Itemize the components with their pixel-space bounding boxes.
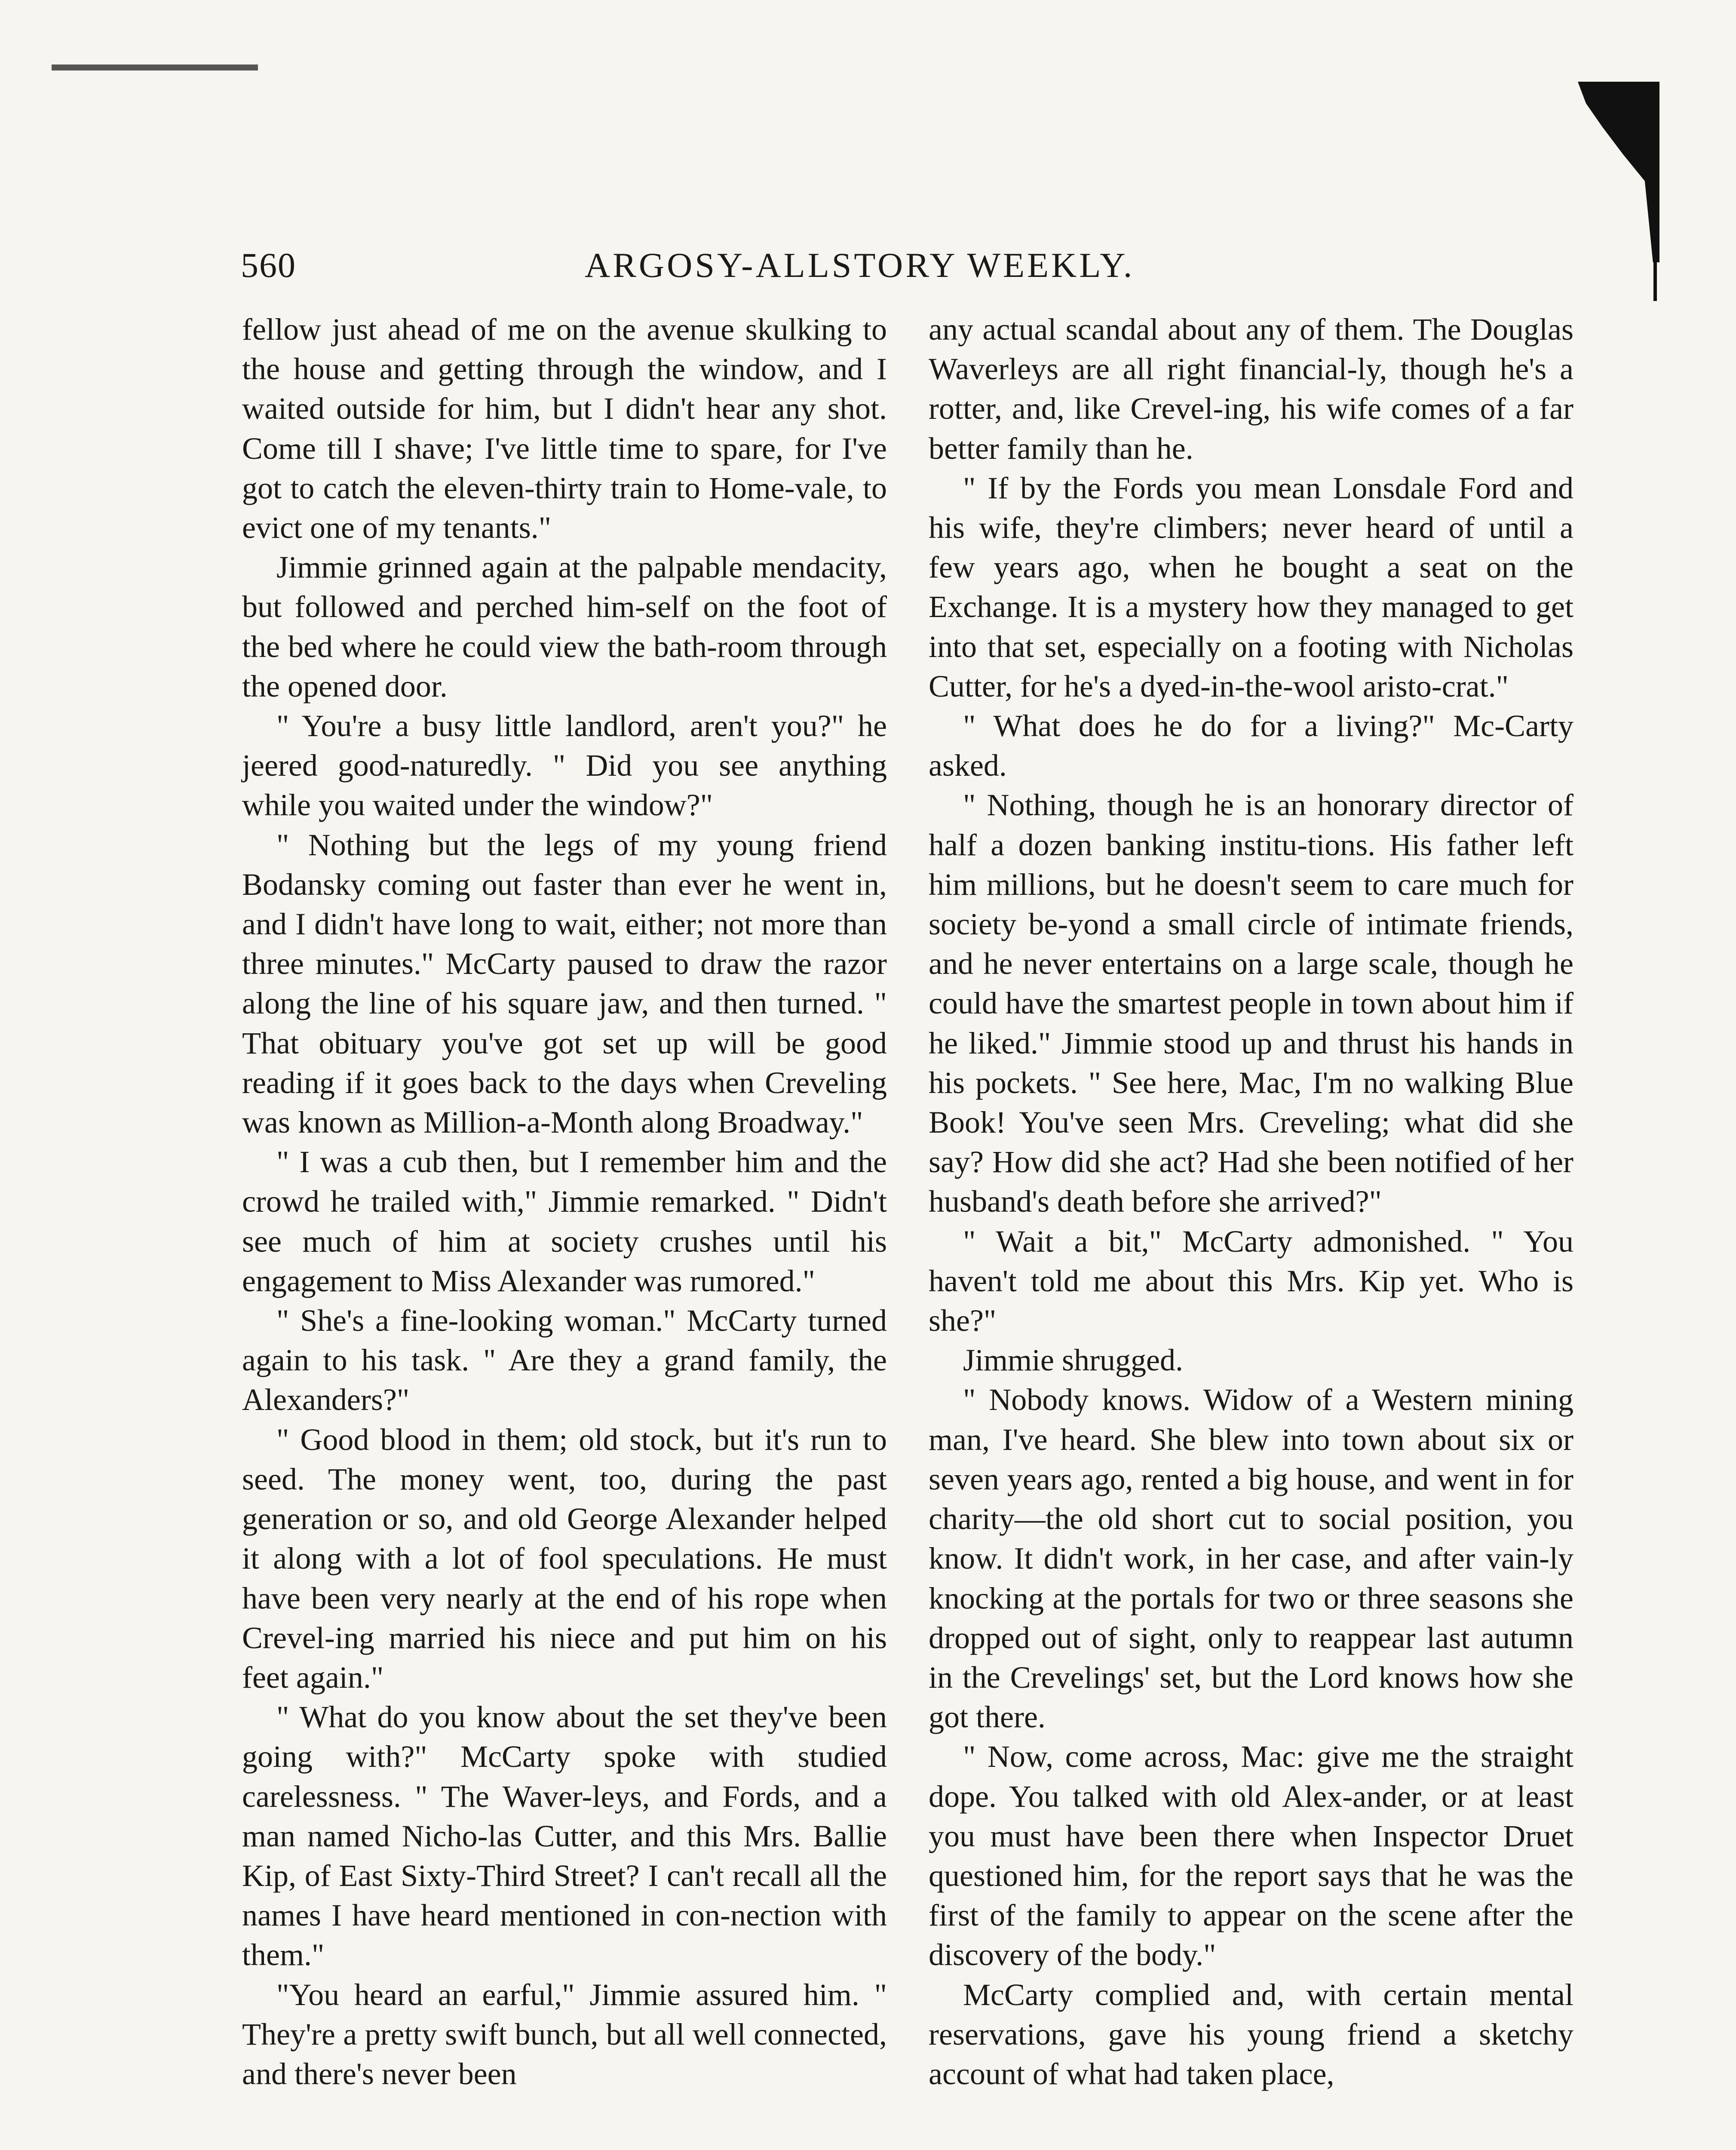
paragraph: any actual scandal about any of them. The Douglas Waverleys are all right financial-ly, though he's a rotter, and, like Crevel-ing, his wife comes of a far better family than he. xyxy=(929,312,1573,466)
paragraph: " Nothing, though he is an honorary director of half a dozen banking institu-tions. His father left him millions, but he doesn't seem to care much for society be-yond a small circle of intimate friends, and he never entertains on a large scale, though he could have the smartest people in town about him if he liked." Jimmie stood up and thrust his hands in his pockets. " See here, Mac, I'm no walking Blue Book! You've seen Mrs. Creveling; what did she say? How did she act? Had she been notified of her husband's death before she arrived?" xyxy=(929,788,1573,1219)
paragraph: Jimmie grinned again at the palpable mendacity, but followed and perched him-self on the foot of the bed where he could view the bath-room through the opened door. xyxy=(242,550,887,703)
paragraph: " You're a busy little landlord, aren't you?" he jeered good-naturedly. " Did you see anything while you waited under the window?" xyxy=(242,709,887,823)
scan-artifact-top-right xyxy=(1578,82,1659,262)
paragraph: " What does he do for a living?" Mc-Carty asked. xyxy=(929,709,1573,783)
left-column xyxy=(242,310,887,2094)
page-number: 560 xyxy=(241,246,296,285)
magazine-title: ARGOSY-ALLSTORY WEEKLY. xyxy=(585,246,1135,285)
paragraph: "You heard an earful," Jimmie assured him. " They're a pretty swift bunch, but all well connected, and there's never been xyxy=(242,1977,887,2091)
scan-artifact-edge-line xyxy=(1653,129,1657,301)
paragraph: " Nobody knows. Widow of a Western mining man, I've heard. She blew into town about six or seven years ago, rented a big house, and went in for charity—the old short cut to social position, you know. It didn't work, in her case, and after vain-ly knocking at the portals for two or three seasons she dropped out of sight, only to reappear last autumn in the Crevelings' set, but the Lord knows how she got there. xyxy=(929,1382,1573,1735)
paragraph: " Now, come across, Mac: give me the straight dope. You talked with old Alex-ander, or at least you must have been there when Inspector Druet questioned him, for the report says that he was the first of the family to appear on the scene after the discovery of the body." xyxy=(929,1739,1573,1972)
paragraph: Jimmie shrugged. xyxy=(963,1343,1183,1378)
paragraph: " She's a fine-looking woman." McCarty turned again to his task. " Are they a grand family, the Alexanders?" xyxy=(242,1303,887,1417)
paragraph: " If by the Fords you mean Lonsdale Ford and his wife, they're climbers; never heard of until a few years ago, when he bought a seat on the Exchange. It is a mystery how they managed to get into that set, especially on a footing with Nicholas Cutter, for he's a dyed-in-the-wool aristo-crat." xyxy=(929,470,1573,703)
paragraph: " What do you know about the set they've been going with?" McCarty spoke with studied carelessness. " The Waver-leys, and Fords, and a man named Nicho-las Cutter, and this Mrs. Ballie Kip, of East Sixty-Third Street? I can't recall all the names I have heard mentioned in con-nection with them." xyxy=(242,1700,887,1972)
paragraph: fellow just ahead of me on the avenue skulking to the house and getting through the window, and I waited outside for him, but I didn't hear any shot. Come till I shave; I've little time to spare, for I've got to catch the eleven-thirty train to Home-vale, to evict one of my tenants." xyxy=(242,312,887,545)
paragraph: " Nothing but the legs of my young friend Bodansky coming out faster than ever he went in, and I didn't have long to wait, either; not more than three minutes." McCarty paused to draw the razor along the line of his square jaw, and then turned. " That obituary you've got set up will be good reading if it goes back to the days when Creveling was known as Million-a-Month along Broadway." xyxy=(242,827,887,1140)
scan-artifact-top-left xyxy=(52,64,258,71)
right-column xyxy=(929,310,1573,2094)
paragraph: " I was a cub then, but I remember him and the crowd he trailed with," Jimmie remarked. " Didn't see much of him at society crushes until his engagement to Miss Alexander was rumored." xyxy=(242,1145,887,1298)
running-head xyxy=(241,245,1548,292)
paragraph: McCarty complied and, with certain mental reservations, gave his young friend a sketchy account of what had taken place, xyxy=(929,1977,1573,2091)
paragraph: " Good blood in them; old stock, but it's run to seed. The money went, too, during the past generation or so, and old George Alexander helped it along with a lot of fool speculations. He must have been very nearly at the end of his rope when Crevel-ing married his niece and put him on his feet again." xyxy=(242,1422,887,1695)
paragraph: " Wait a bit," McCarty admonished. " You haven't told me about this Mrs. Kip yet. Who is she?" xyxy=(929,1224,1573,1338)
